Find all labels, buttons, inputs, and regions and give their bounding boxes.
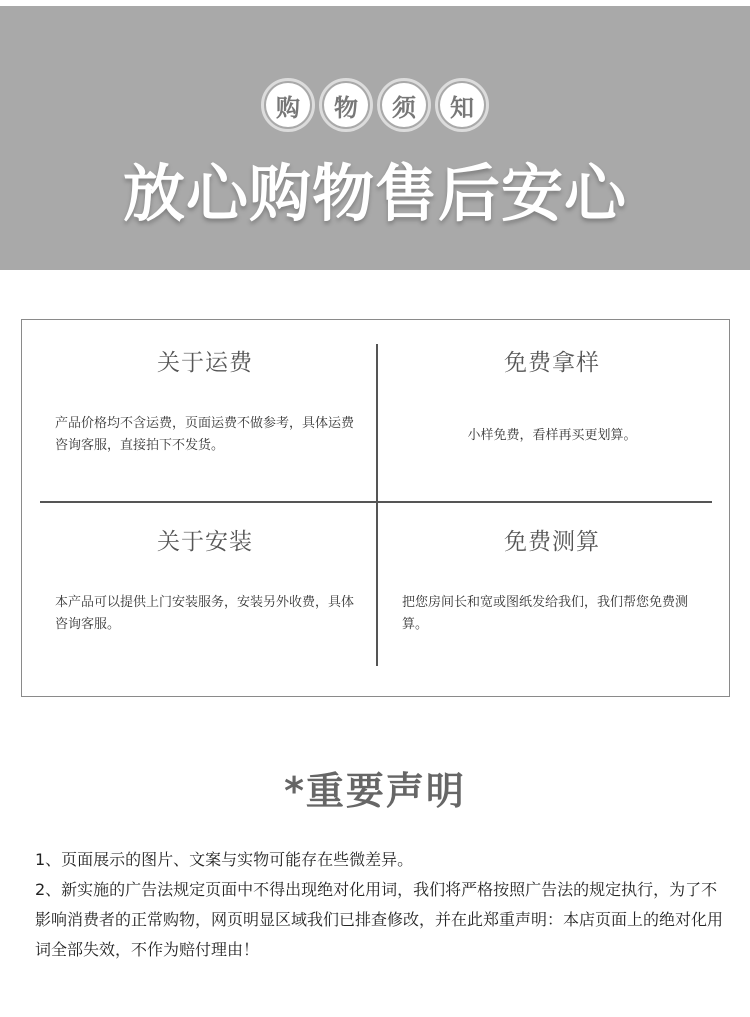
badge-circle xyxy=(319,78,373,132)
statement-item: 1、页面展示的图片、文案与实物可能存在些微差异。 xyxy=(35,850,414,869)
badge-char: 购 xyxy=(266,83,310,127)
info-cell-text: 把您房间长和宽或图纸发给我们，我们帮您免费测算。 xyxy=(402,595,689,632)
info-cell-title: 关于安装 xyxy=(157,529,253,555)
info-cell-free-sample xyxy=(402,344,702,447)
statement-body xyxy=(35,845,725,965)
info-cell-title: 免费拿样 xyxy=(504,350,600,376)
statement-title: *重要声明 xyxy=(284,769,466,813)
info-cell-text: 本产品可以提供上门安装服务，安装另外收费，具体咨询客服。 xyxy=(55,595,355,632)
info-cell-installation xyxy=(55,523,355,636)
statement-item: 2、新实施的广告法规定页面中不得出现绝对化用词，我们将严格按照广告法的规定执行，为了不影响消费者的正常购物，网页明显区域我们已排查修改，并在此郑重声明：本店页面上的绝对化用词全部失效，不作为赔付理由！ xyxy=(35,880,724,959)
badge-char: 须 xyxy=(382,83,426,127)
horizontal-divider xyxy=(40,501,712,503)
banner-title: 放心购物售后安心 xyxy=(122,157,627,230)
vertical-divider xyxy=(376,344,378,666)
info-cell-text: 产品价格均不含运费，页面运费不做参考，具体运费咨询客服，直接拍下不发货。 xyxy=(55,416,355,453)
header-banner xyxy=(0,6,750,270)
badge-row xyxy=(0,78,750,132)
info-cell-shipping xyxy=(55,344,355,457)
badge-circle xyxy=(261,78,315,132)
info-cell-text: 小样免费，看样再买更划算。 xyxy=(467,428,637,443)
info-cell-free-measure xyxy=(402,523,702,636)
badge-char: 物 xyxy=(324,83,368,127)
badge-circle xyxy=(435,78,489,132)
info-cell-title: 关于运费 xyxy=(157,350,253,376)
info-box xyxy=(21,319,730,697)
info-cell-title: 免费测算 xyxy=(504,529,600,555)
badge-circle xyxy=(377,78,431,132)
badge-char: 知 xyxy=(440,83,484,127)
